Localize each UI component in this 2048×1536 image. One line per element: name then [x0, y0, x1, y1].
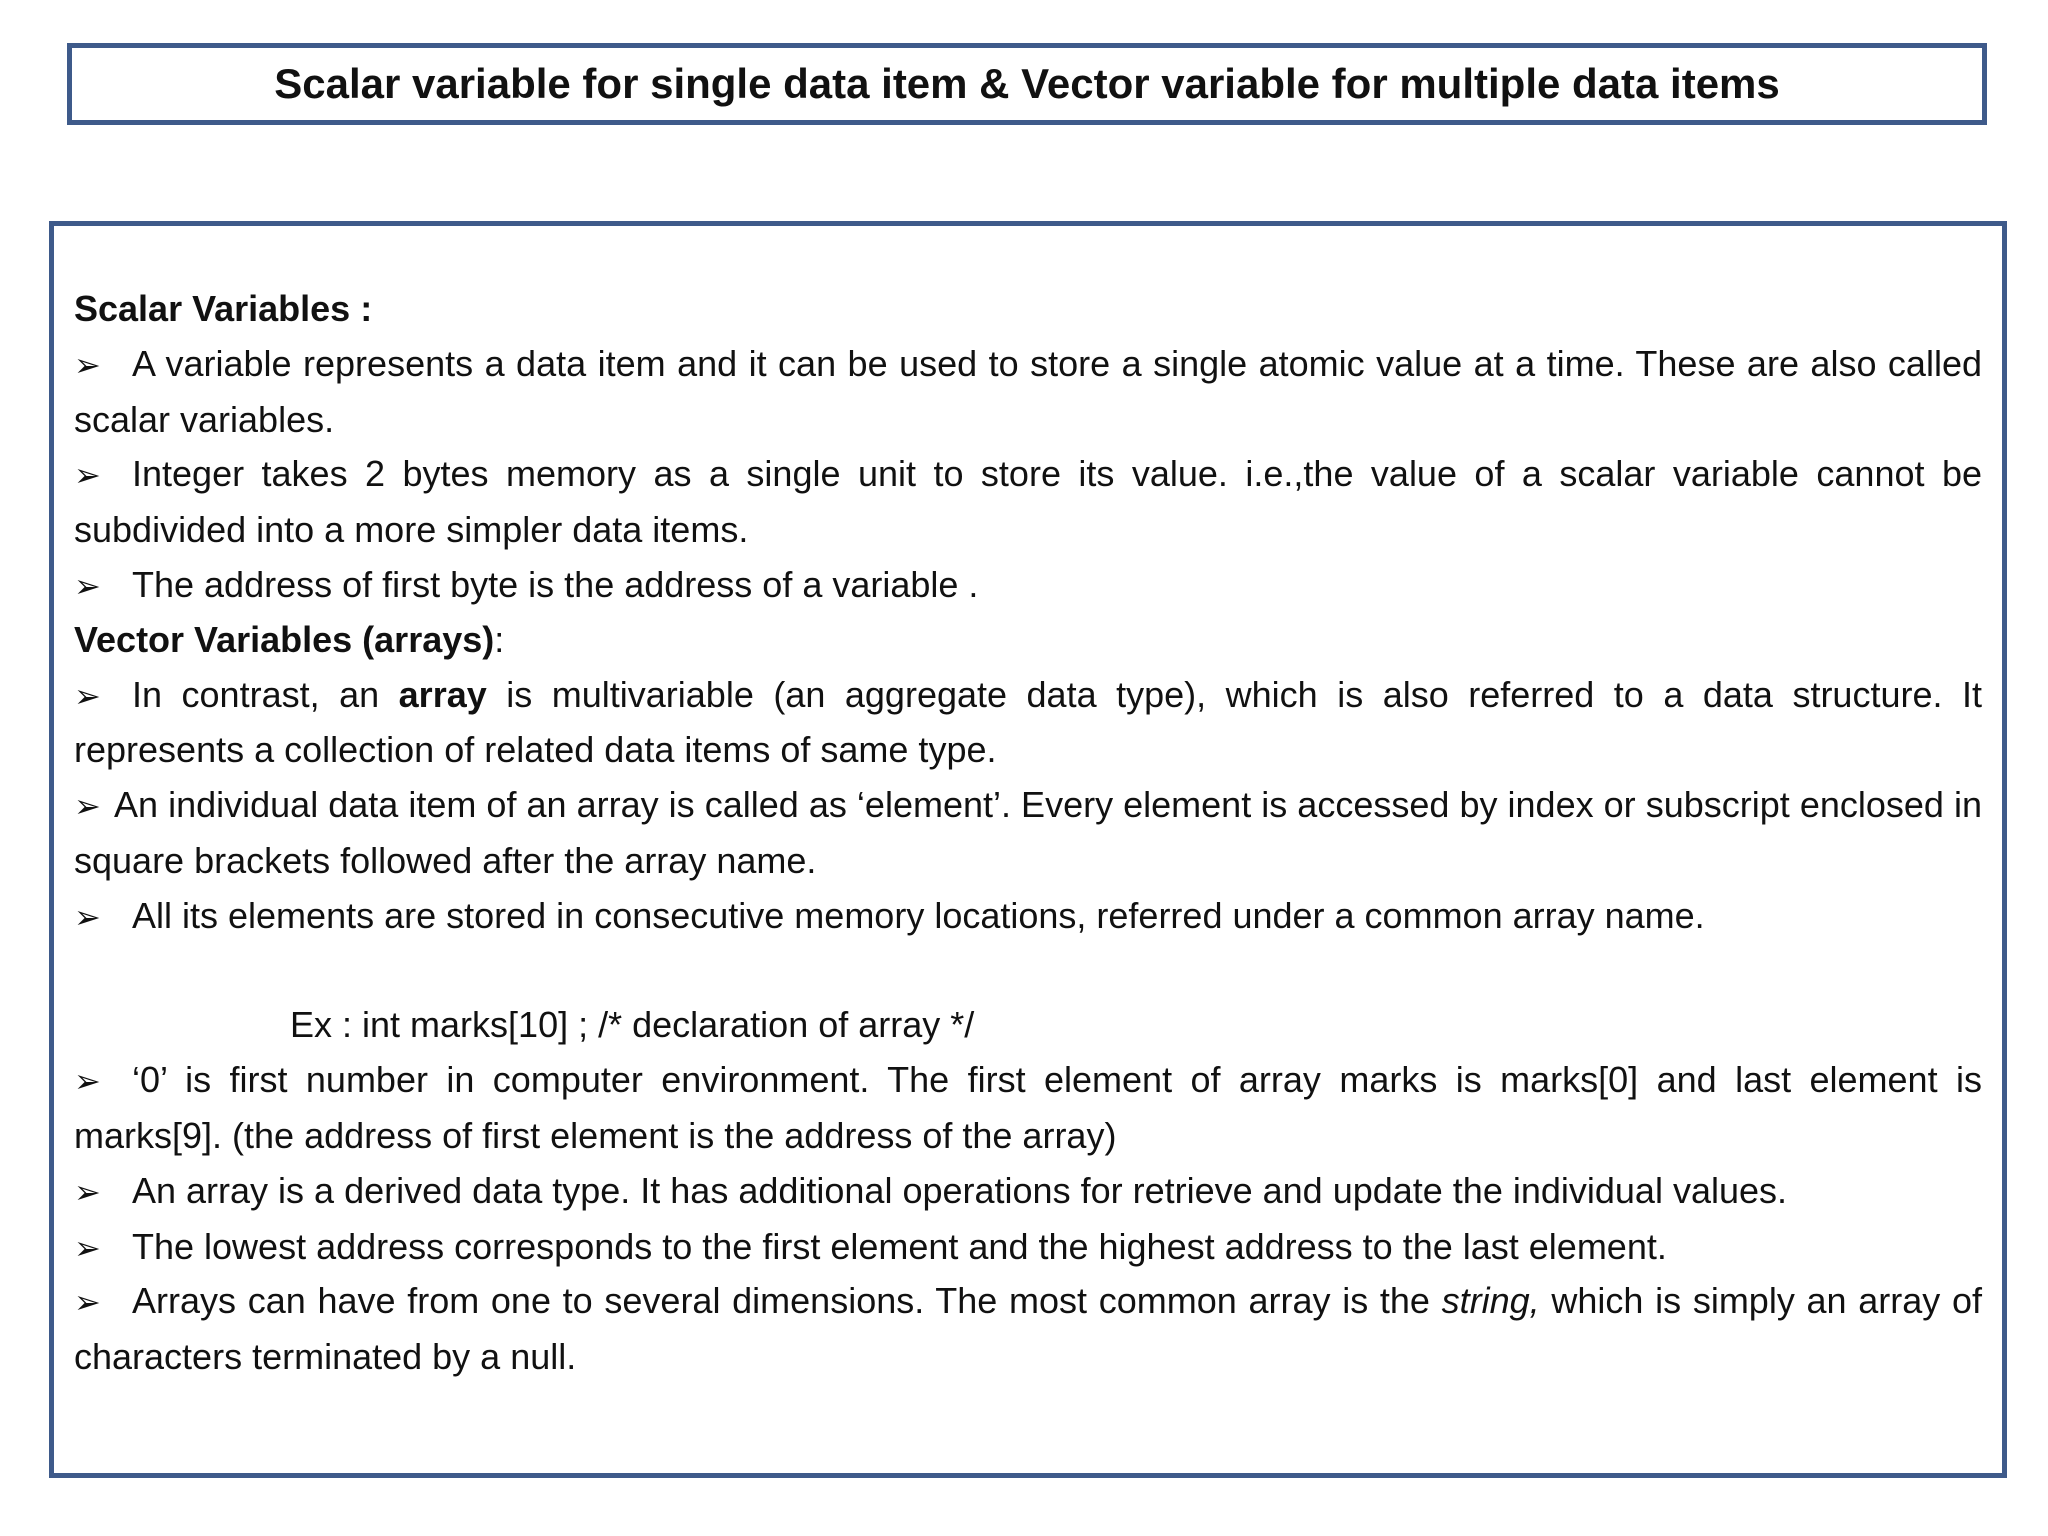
scalar-point-3: [74, 558, 1982, 613]
vector-heading-line: [74, 613, 1982, 668]
vector-point-7-italic: string,: [1441, 1280, 1540, 1322]
bullet-arrow-icon: ➢: [74, 567, 101, 604]
vector-point-1-after: is multivariable (an aggregate data type), which is also referred to a data structure. It represents a collection of related data items of same type.: [74, 673, 1982, 771]
vector-point-7-after: which is simply an array of characters terminated by a null.: [74, 1280, 1983, 1378]
scalar-point-1: [74, 337, 1982, 448]
title-box: [67, 43, 1987, 125]
vector-point-7-before: Arrays can have from one to several dimensions. The most common array is the: [132, 1280, 1442, 1322]
vector-point-3-text: All its elements are stored in consecutive memory locations, referred under a common array name.: [132, 894, 1705, 936]
bullet-arrow-icon: ➢: [74, 1063, 101, 1100]
bullet-arrow-icon: ➢: [74, 898, 101, 935]
vector-point-6: [74, 1220, 1982, 1275]
bullet-arrow-icon: ➢: [74, 457, 101, 494]
vector-heading-suffix: :: [494, 618, 505, 660]
vector-point-4-text: ‘0’ is first number in computer environment. The first element of array marks is marks[0] and last element is marks[9]. (the address of first element is the address of the array): [74, 1059, 1982, 1156]
vector-point-5-text: An array is a derived data type. It has additional operations for retrieve and update the individual values.: [132, 1169, 1788, 1211]
bullet-arrow-icon: ➢: [74, 1173, 101, 1210]
scalar-point-2: [74, 447, 1982, 558]
bullet-arrow-icon: ➢: [74, 346, 101, 383]
array-example: Ex : int marks[10] ; /* declaration of array */: [290, 1004, 975, 1046]
vector-heading: Vector Variables (arrays): [74, 618, 495, 660]
spacer: [74, 944, 1982, 999]
vector-point-1-bold: array: [398, 673, 487, 715]
vector-point-4: [74, 1053, 1982, 1164]
scalar-point-2-text: Integer takes 2 bytes memory as a single unit to store its value. i.e.,the value of a scalar variable cannot be subdivided into a more simpler data items.: [74, 453, 1982, 551]
scalar-point-1-text: A variable represents a data item and it can be used to store a single atomic value at a time. These are also called scalar variables.: [74, 342, 1982, 440]
scalar-heading: Scalar Variables :: [74, 288, 373, 329]
vector-point-1-before: In contrast, an: [132, 673, 399, 715]
vector-point-7: [74, 1274, 1982, 1385]
bullet-arrow-icon: ➢: [74, 677, 101, 714]
bullet-arrow-icon: ➢: [74, 1229, 101, 1266]
vector-point-2-text: An individual data item of an array is called as ‘element’. Every element is accessed by index or subscript enclosed in square brackets followed after the array name.: [74, 784, 1982, 881]
scalar-point-3-text: The address of first byte is the address of a variable .: [132, 563, 979, 605]
content-box: [49, 221, 2007, 1478]
vector-point-2: [74, 778, 1982, 889]
bullet-arrow-icon: ➢: [74, 788, 101, 825]
vector-point-5: [74, 1164, 1982, 1220]
vector-point-1: [74, 668, 1982, 779]
vector-point-3: [74, 889, 1982, 944]
page-title: Scalar variable for single data item & Vector variable for multiple data items: [274, 60, 1780, 107]
bullet-arrow-icon: ➢: [74, 1284, 101, 1321]
vector-point-6-text: The lowest address corresponds to the first element and the highest address to the last element.: [132, 1225, 1667, 1267]
